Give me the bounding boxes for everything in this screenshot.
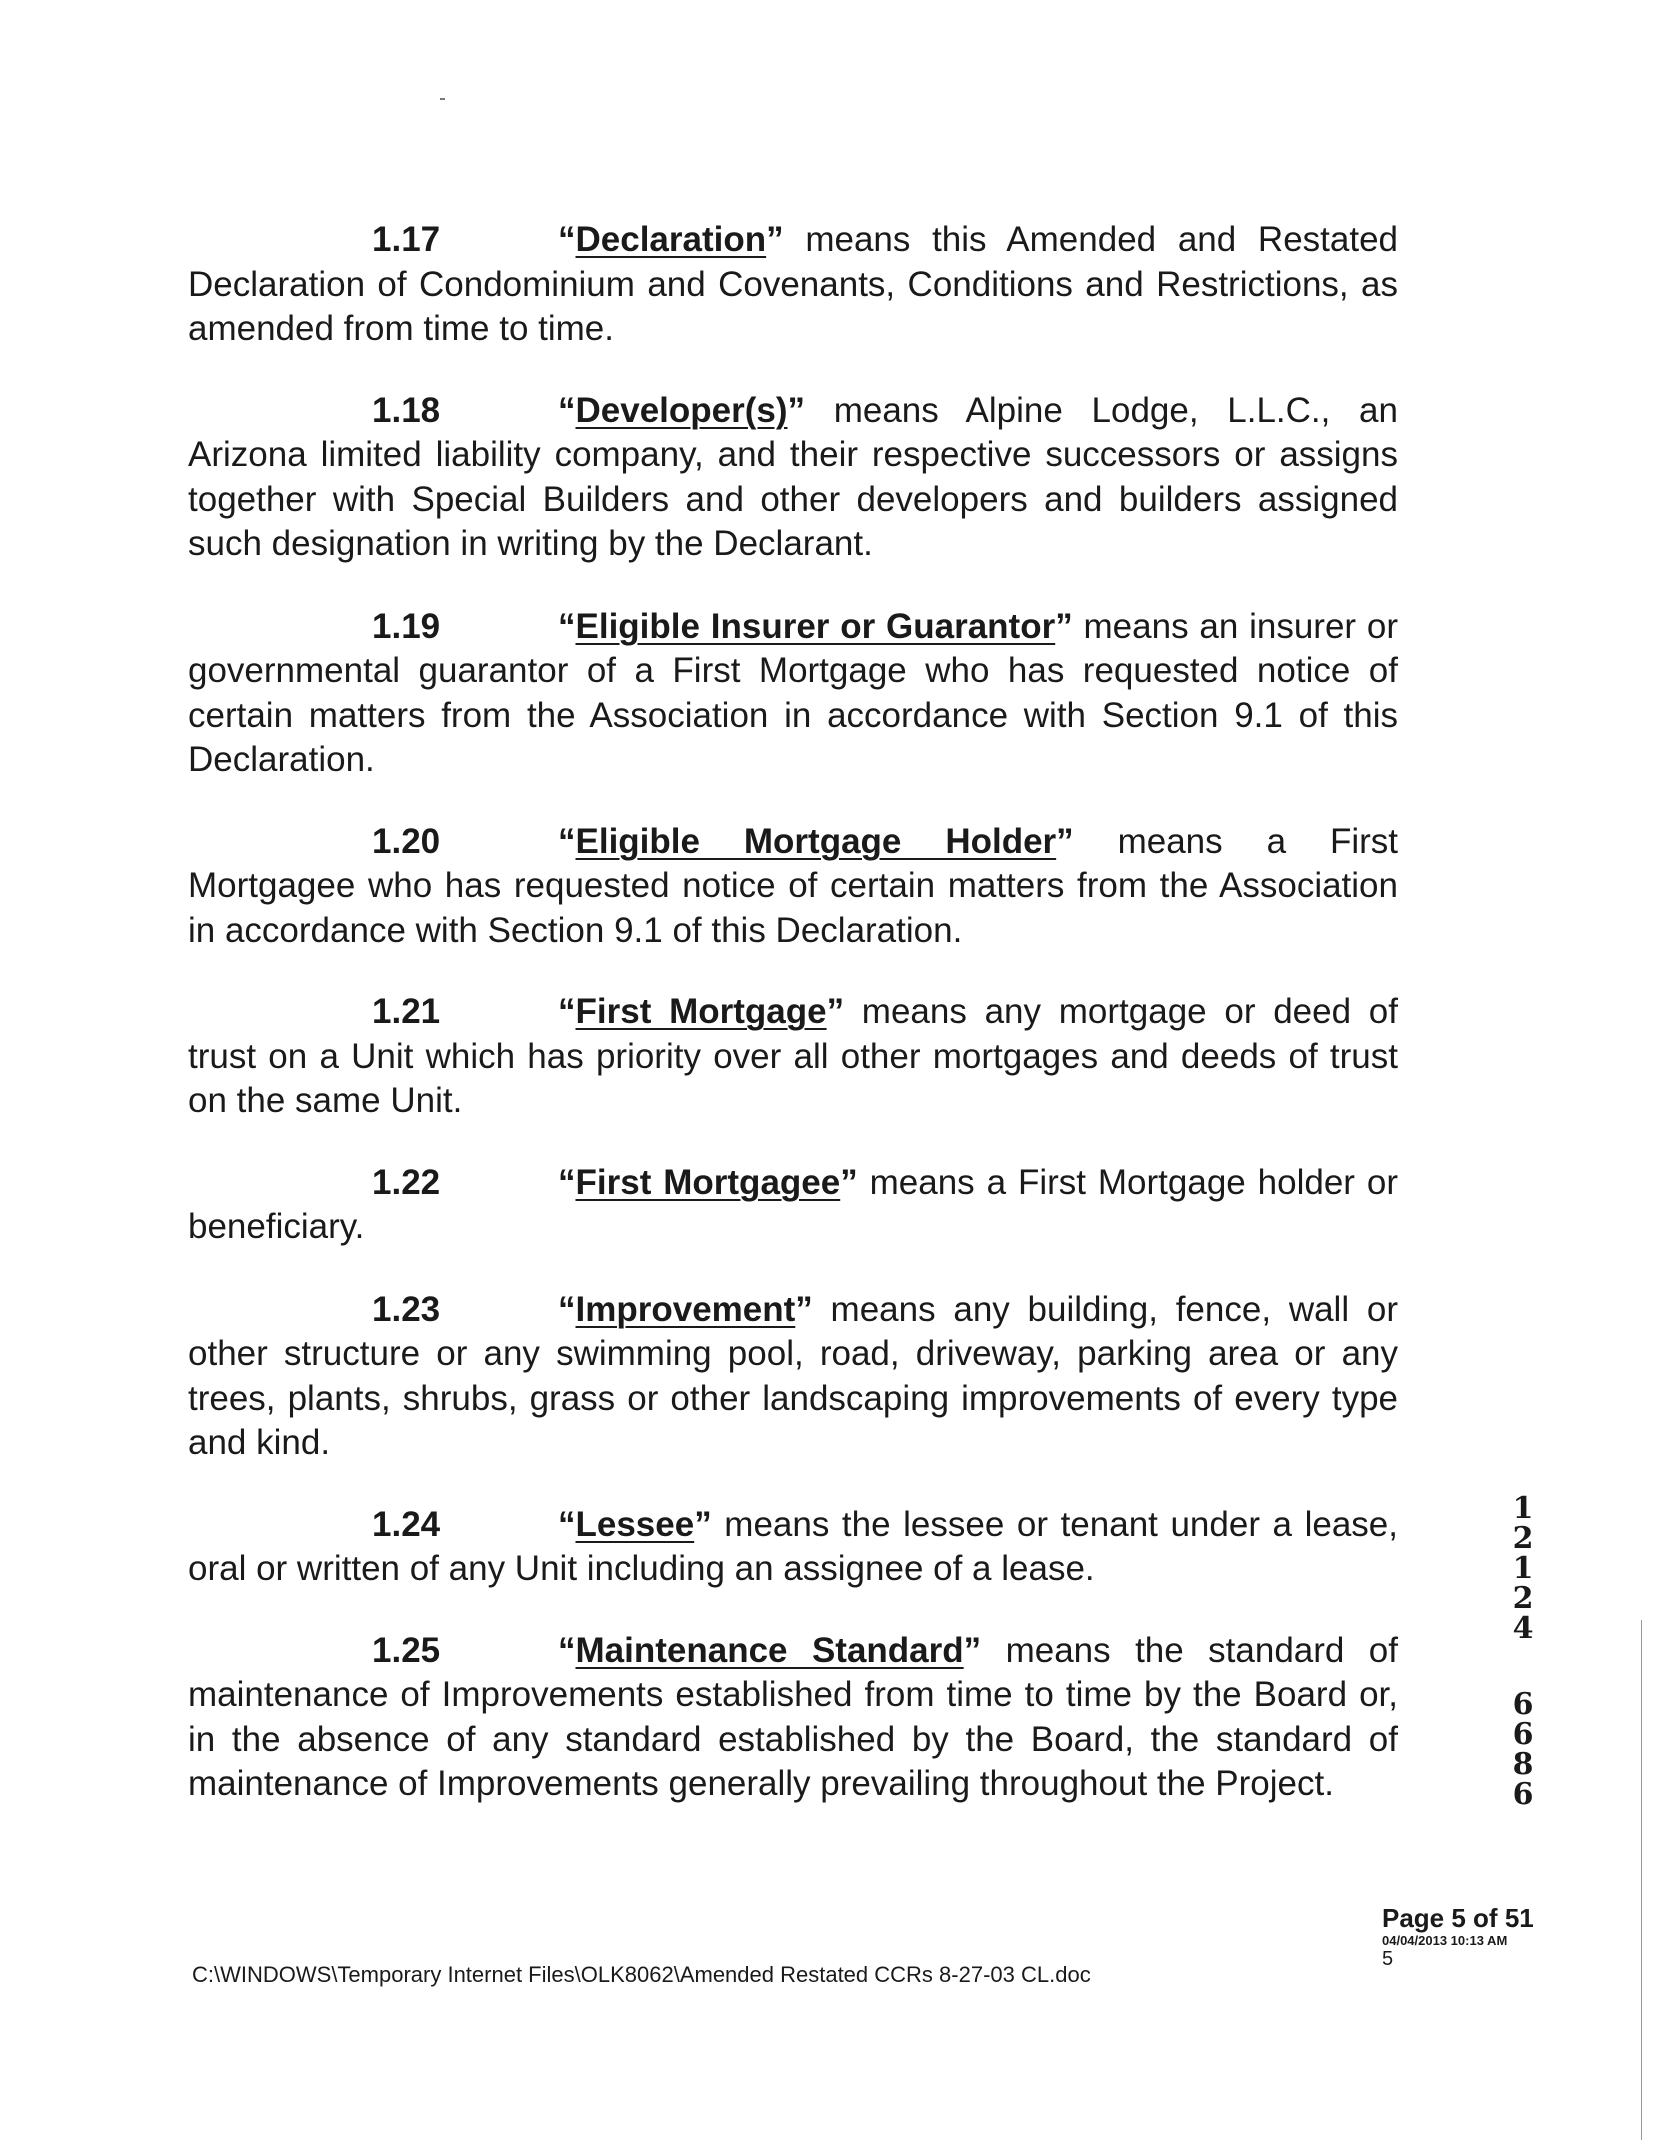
recording-digit: 2	[1512, 1521, 1534, 1556]
definition-number: 1.18	[372, 390, 441, 430]
definition-1-23	[188, 1288, 1398, 1466]
scan-edge-line	[1641, 1620, 1642, 2140]
definition-1-24	[188, 1503, 1398, 1592]
definition-text: means an insurer or governmental guarantor of a First Mortgage who has requested notice of certain matters from the Association in accordance with Section 9.1 of this Declaration.	[188, 606, 1399, 779]
file-path-footer: C:\WINDOWS\Temporary Internet Files\OLK8062\Amended Restated CCRs 8-27-03 CL.doc	[192, 1962, 1091, 1987]
recording-digit: 4	[1512, 1611, 1534, 1646]
definition-1-20	[188, 820, 1398, 954]
definition-text: means a First Mortgagee who has requested notice of certain matters from the Association in accordance with Section 9.1 of this Declaration.	[188, 821, 1398, 950]
definition-term: “First Mortgage”	[558, 992, 845, 1031]
definition-number: 1.22	[372, 1162, 441, 1202]
definition-text: means Alpine Lodge, L.L.C., an Arizona limited liability company, and their respective successors or assigns together with Special Builders and other developers and builders assigned such designation in writing by the Declarant.	[188, 390, 1398, 563]
definition-term: “First Mortgagee”	[558, 1162, 858, 1202]
definition-number: 1.23	[372, 1289, 441, 1329]
recording-number-vertical	[1510, 1491, 1536, 1812]
definition-text: means the lessee or tenant under a lease, oral or written of any Unit including an assignee of a lease.	[188, 1504, 1398, 1588]
digit-gap	[1510, 1644, 1536, 1690]
recording-digit: 2	[1512, 1581, 1534, 1616]
definition-1-21	[188, 990, 1398, 1124]
definition-1-25	[188, 1629, 1398, 1807]
definition-term: “Declaration”	[558, 220, 784, 259]
print-timestamp: 04/04/2013 10:13 AM	[1382, 1933, 1508, 1948]
definition-number: 1.20	[372, 821, 441, 861]
scan-speck	[440, 98, 445, 100]
definition-text: means the standard of maintenance of Improvements established from time to time by the Board or, in the absence of any standard established by the Board, the standard of maintenance of Improvements generally prevailing throughout the Project.	[188, 1630, 1399, 1803]
definition-number: 1.25	[372, 1630, 441, 1670]
recording-digit: 1	[1512, 1551, 1534, 1586]
recording-digit: 6	[1512, 1717, 1534, 1752]
definition-term: “Eligible Mortgage Holder”	[558, 821, 1074, 861]
definition-number: 1.17	[372, 220, 441, 259]
definition-1-19	[188, 605, 1398, 783]
definition-term: “Lessee”	[558, 1504, 712, 1544]
recording-digit: 8	[1512, 1747, 1534, 1782]
recording-digit: 1	[1512, 1491, 1534, 1526]
definition-term: “Improvement”	[558, 1289, 813, 1329]
page-number: 5	[1382, 1948, 1394, 1970]
definition-1-17	[188, 218, 1398, 352]
recording-digit: 6	[1512, 1777, 1534, 1812]
definition-1-22	[188, 1161, 1398, 1250]
definition-1-18	[188, 389, 1398, 567]
definition-number: 1.21	[372, 992, 441, 1031]
definition-term: “Maintenance Standard”	[558, 1630, 982, 1670]
definition-number: 1.24	[372, 1504, 441, 1544]
definition-text: means this Amended and Restated Declaration of Condominium and Covenants, Conditions and Restrictions, as amended from time to time.	[188, 220, 1398, 348]
definition-text: means any mortgage or deed of trust on a Unit which has priority over all other mortgages and deeds of trust on the same Unit.	[188, 992, 1398, 1120]
page-count-label: Page 5 of 51	[1382, 1903, 1534, 1933]
definition-number: 1.19	[372, 606, 441, 646]
definition-text: means any building, fence, wall or other structure or any swimming pool, road, driveway, parking area or any trees, plants, shrubs, grass or other landscaping improvements of every type and kind.	[188, 1289, 1398, 1462]
definition-text: means a First Mortgage holder or beneficiary.	[188, 1162, 1398, 1246]
definition-term: “Eligible Insurer or Guarantor”	[558, 606, 1073, 646]
definitions-list	[188, 218, 1398, 1807]
recording-digit: 6	[1512, 1687, 1534, 1722]
definition-term: “Developer(s)”	[558, 390, 806, 430]
